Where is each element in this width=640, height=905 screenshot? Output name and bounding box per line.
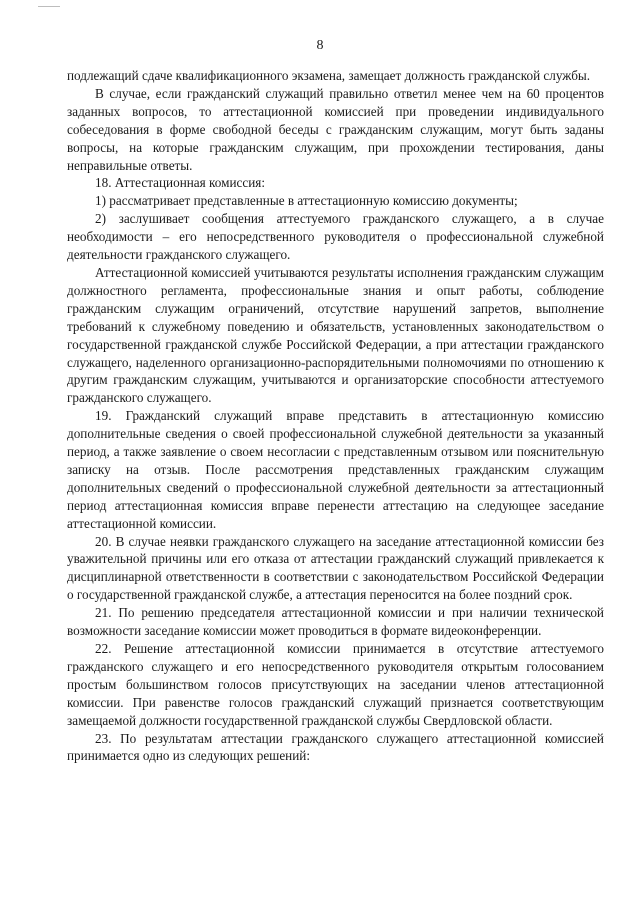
paragraph-testing-less-than-60-percent: В случае, если гражданский служащий правильно ответил менее чем на 60 процентов заданных вопросов, то аттестационной комиссией при проведении индивидуального собеседования в форме свободной беседы с гражданским служащим, могут быть заданы вопросы, на которые гражданским служащим, при прохождении тестирования, даны неправильные ответы.: [67, 85, 604, 173]
paragraph-clause-22: 22. Решение аттестационной комиссии принимается в отсутствие аттестуемого гражданского служащего и его непосредственного руководителя открытым голосованием простым большинством голосов присутствующих на заседании членов аттестационной комиссии. При равенстве голосов гражданский служащий признается соответствующим замещаемой должности государственной гражданской службы Свердловской области.: [67, 641, 604, 728]
scan-artifact-mark: [38, 6, 60, 7]
paragraph-clause-20: 20. В случае неявки гражданского служащего на заседание аттестационной комиссии без уважительной причины или его отказа от аттестации гражданский служащий привлекается к дисциплинарной ответственности в соответствии с законодательством Российской Федерации о государственной гражданской службе, а аттестация переносится на более поздний срок.: [67, 533, 604, 603]
page-number: 8: [316, 38, 324, 53]
paragraph-clause-19: 19. Гражданский служащий вправе представить в аттестационную комиссию дополнительные сведения о своей профессиональной служебной деятельности за указанный период, а также заявление о своем несогласии с представленным отзывом или пояснительную записку на отзыв. После рассмотрения представленных гражданским служащим дополнительных сведений о профессиональной служебной деятельности за аттестационный период аттестационная комиссия вправе перенести аттестацию на следующее заседание аттестационной комиссии.: [67, 408, 604, 531]
paragraph-continuation: подлежащий сдаче квалификационного экзамена, замещает должность гражданской службы.: [67, 68, 591, 83]
paragraph-clause-18-heading: 18. Аттестационная комиссия:: [95, 175, 266, 191]
paragraph-clause-23: 23. По результатам аттестации гражданского служащего аттестационной комиссией принимается одно из следующих решений:: [67, 730, 604, 764]
paragraph-clause-18-item-1: 1) рассматривает представленные в аттестационную комиссию документы;: [95, 193, 518, 209]
paragraph-commission-considerations: Аттестационной комиссией учитываются результаты исполнения гражданским служащим должностного регламента, профессиональные знания и опыт работы, соблюдение гражданским служащим ограничений, отсутствие нарушений запретов, выполнение требований к служебному поведению и обязательств, установленных законодательством о государственной гражданской службе Российской Федерации, а при аттестации гражданского служащего, наделенного организационно-распорядительными полномочиями по отношению к другим гражданским служащим, учитываются и организаторские способности аттестуемого гражданского служащего.: [67, 264, 604, 406]
document-body: [67, 67, 604, 765]
paragraph-clause-21: 21. По решению председателя аттестационной комиссии и при наличии технической возможности заседание комиссии может проводиться в формате видеоконференции.: [67, 605, 604, 639]
paragraph-clause-18-item-2: 2) заслушивает сообщения аттестуемого гражданского служащего, а в случае необходимости – его непосредственного руководителя о профессиональной служебной деятельности гражданского служащего.: [67, 211, 604, 263]
